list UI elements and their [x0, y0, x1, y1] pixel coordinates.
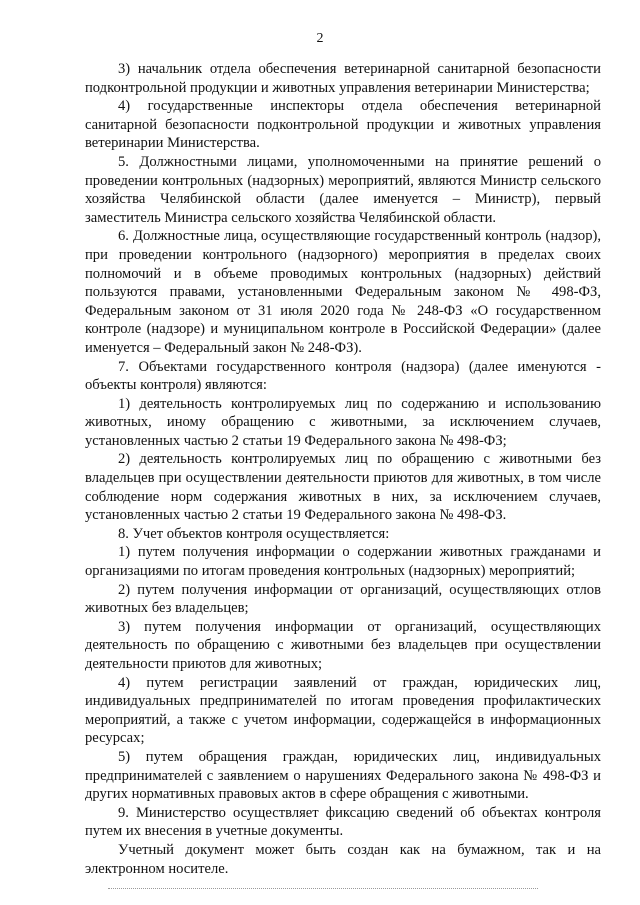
paragraph-section-5: 5. Должностными лицами, уполномоченными на принятие решений о проведении контрольных (надзорных) мероприятий, являются Министр сельского хозяйства Челябинской области (далее именуется – Министр), первый заместитель Министра сельского хозяйства Челябинской области. [85, 153, 601, 226]
paragraph-8-item-2: 2) путем получения информации от организаций, осуществляющих отлов животных без владельцев; [85, 581, 601, 617]
paragraph-section-9: 9. Министерство осуществляет фиксацию сведений об объектах контроля путем их внесения в учетные документы. [85, 804, 601, 840]
page-number: 2 [316, 31, 324, 46]
paragraph-7-item-1: 1) деятельность контролируемых лиц по содержанию и использованию животных, иному обращению с животными, за исключением случаев, установленных частью 2 статьи 19 Федерального закона № 498-ФЗ; [85, 395, 601, 449]
paragraph-record-document: Учетный документ может быть создан как на бумажном, так и на электронном носителе. [85, 841, 601, 877]
paragraph-7-item-2: 2) деятельность контролируемых лиц по обращению с животными без владельцев при осуществлении деятельности приютов для животных, в том числе соблюдение норм содержания животных в них, за исключением случаев, установленных частью 2 статьи 19 Федерального закона № 498-ФЗ. [85, 451, 601, 524]
paragraph-item-3: 3) начальник отдела обеспечения ветеринарной санитарной безопасности подконтрольной продукции и животных управления ветеринарии Министерства; [85, 61, 601, 96]
paragraph-item-4: 4) государственные инспекторы отдела обеспечения ветеринарной санитарной безопасности подконтрольной продукции и животных управления ветеринарии Министерства. [85, 98, 601, 152]
document-body [85, 60, 601, 878]
paragraph-8-item-1: 1) путем получения информации о содержании животных гражданами и организациями по итогам проведения контрольных (надзорных) мероприятий; [85, 544, 601, 580]
paragraph-section-7: 7. Объектами государственного контроля (надзора) (далее именуются - объекты контроля) являются: [85, 358, 601, 394]
paragraph-section-8: 8. Учет объектов контроля осуществляется: [118, 525, 390, 542]
footer-dotted-line [108, 888, 538, 891]
paragraph-8-item-4: 4) путем регистрации заявлений от граждан, юридических лиц, индивидуальных предпринимателей по итогам проведения профилактических мероприятий, а также с учетом информации, содержащейся в информационных ресурсах; [85, 674, 601, 747]
paragraph-section-6: 6. Должностные лица, осуществляющие государственный контроль (надзор), при проведении контрольного (надзорного) мероприятия в пределах своих полномочий и в объеме проводимых контрольных (надзорных) действий пользуются правами, установленными Федеральным законом № 498-ФЗ, Федеральным законом от 31 июля 2020 года № 248-ФЗ «О государственном контроле (надзоре) и муниципальном контроле в Российской Федерации» (далее именуется – Федеральный закон № 248-ФЗ). [85, 228, 601, 356]
paragraph-8-item-3: 3) путем получения информации от организаций, осуществляющих деятельность по обращению с животными без владельцев при осуществлении деятельности приютов для животных; [85, 618, 601, 672]
paragraph-8-item-5: 5) путем обращения граждан, юридических лиц, индивидуальных предпринимателей с заявлением о нарушениях Федерального закона № 498-ФЗ и других нормативных правовых актов в сфере обращения с животными. [85, 748, 601, 803]
